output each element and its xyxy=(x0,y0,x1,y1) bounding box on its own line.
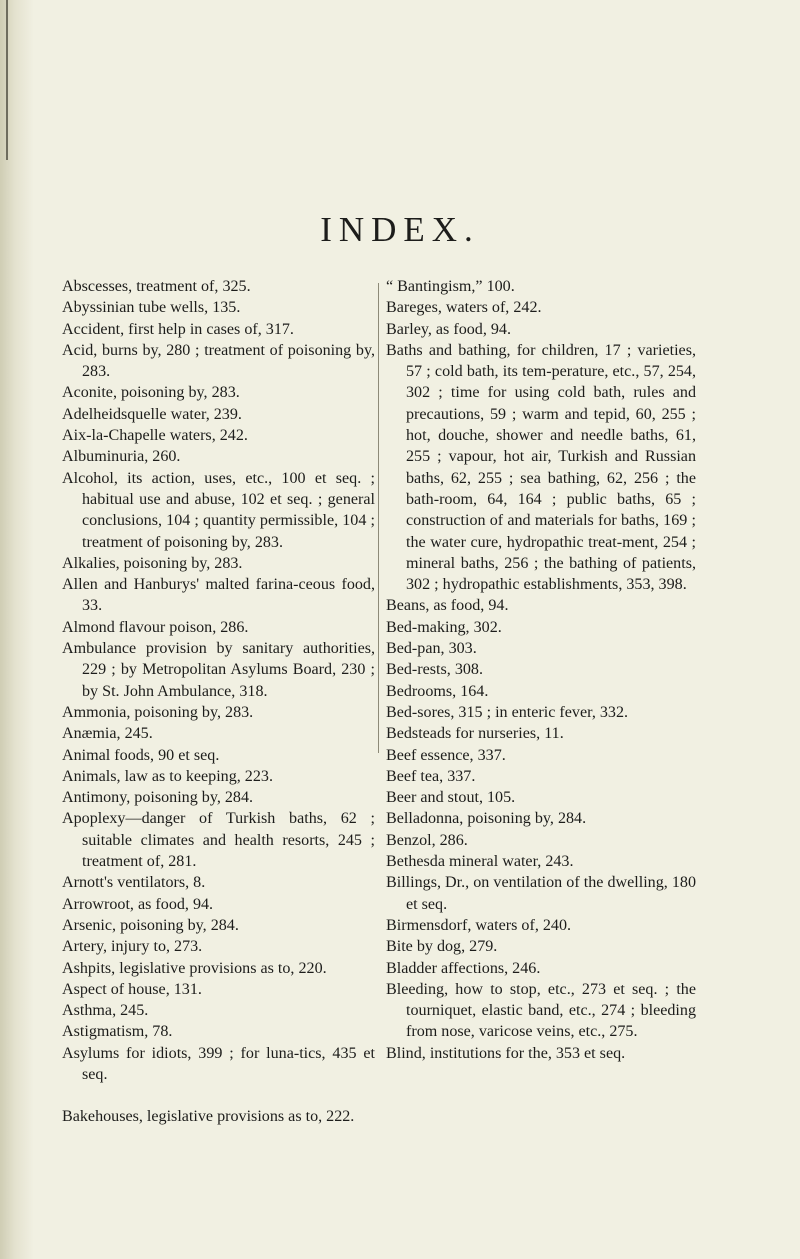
index-entry: Beef essence, 337. xyxy=(386,746,506,764)
index-entry: Beans, as food, 94. xyxy=(386,597,509,615)
index-entry: Belladonna, poisoning by, 284. xyxy=(386,810,587,828)
page-edge-shadow xyxy=(0,0,34,1259)
index-entry: Alkalies, poisoning by, 283. xyxy=(62,554,243,572)
index-entry: Allen and Hanburys' malted farina-ceous food, 33. xyxy=(62,576,375,615)
index-entry: Animals, law as to keeping, 223. xyxy=(62,767,273,785)
index-column-right xyxy=(386,276,696,1064)
index-entry: Asthma, 245. xyxy=(62,1002,149,1020)
index-entry: Bed-pan, 303. xyxy=(386,640,477,658)
index-entry: Bakehouses, legislative provisions as to, 222. xyxy=(62,1108,355,1126)
index-entry: Albuminuria, 260. xyxy=(62,448,181,466)
page-edge-line xyxy=(6,0,8,160)
index-entry: Benzol, 286. xyxy=(386,831,468,849)
index-entry: Bleeding, how to stop, etc., 273 et seq. ; the tourniquet, elastic band, etc., 274 ; bleeding from nose, varicose veins, etc., 275. xyxy=(386,980,696,1041)
index-entry: Barley, as food, 94. xyxy=(386,320,511,338)
index-entry: Astigmatism, 78. xyxy=(62,1023,173,1041)
index-entry: Arrowroot, as food, 94. xyxy=(62,895,214,913)
index-entry: Asylums for idiots, 399 ; for luna-tics, 435 et seq. xyxy=(62,1044,375,1083)
index-entry: Antimony, poisoning by, 284. xyxy=(62,789,254,807)
index-entry: Blind, institutions for the, 353 et seq. xyxy=(386,1044,626,1062)
index-entry: Bladder affections, 246. xyxy=(386,959,541,977)
index-entry: Alcohol, its action, uses, etc., 100 et seq. ; habitual use and abuse, 102 et seq. ; general conclusions, 104 ; quantity permissible, 104 ; treatment of poisoning by, 283. xyxy=(62,469,375,551)
index-entry: Beer and stout, 105. xyxy=(386,789,516,807)
index-entry: Aconite, poisoning by, 283. xyxy=(62,384,240,402)
index-entry: Ambulance provision by sanitary authorities, 229 ; by Metropolitan Asylums Board, 230 ; by St. John Ambulance, 318. xyxy=(62,640,375,700)
index-entry: Bedsteads for nurseries, 11. xyxy=(386,725,564,743)
index-entry: Acid, burns by, 280 ; treatment of poisoning by, 283. xyxy=(62,341,375,381)
index-entry: Anæmia, 245. xyxy=(62,725,153,743)
index-entry: Abyssinian tube wells, 135. xyxy=(62,299,241,317)
index-entry: Bed-making, 302. xyxy=(386,618,502,636)
index-entry: Arsenic, poisoning by, 284. xyxy=(62,916,239,934)
index-entry: Aspect of house, 131. xyxy=(62,980,202,998)
index-entry: Bed-sores, 315 ; in enteric fever, 332. xyxy=(386,703,629,721)
index-entry: Ashpits, legislative provisions as to, 220. xyxy=(62,959,327,977)
index-column-left xyxy=(62,276,375,1128)
index-entry: Aix-la-Chapelle waters, 242. xyxy=(62,427,248,445)
index-entry: Arnott's ventilators, 8. xyxy=(62,874,206,892)
index-entry: “ Bantingism,” 100. xyxy=(386,278,515,295)
index-entry: Billings, Dr., on ventilation of the dwelling, 180 et seq. xyxy=(386,874,696,913)
index-entry: Bareges, waters of, 242. xyxy=(386,299,542,317)
column-divider xyxy=(378,283,379,753)
index-entry: Ammonia, poisoning by, 283. xyxy=(62,703,254,721)
index-entry: Bite by dog, 279. xyxy=(386,938,498,956)
index-entry: Animal foods, 90 et seq. xyxy=(62,746,220,764)
index-entry: Baths and bathing, for children, 17 ; varieties, 57 ; cold bath, its tem-perature, etc., 57, 254, 302 ; time for using cold bath, rules and precautions, 59 ; warm and tepid, 60, 255 ; hot, douche, shower and needle baths, 61, 255 ; vapour, hot air, Turkish and Russian baths, 62, 255 ; sea bathing, 62, 256 ; the bath-room, 64, 164 ; public baths, 65 ; construction of and materials for baths, 169 ; the water cure, hydropathic treat-ment, 254 ; mineral baths, 256 ; the bathing of patients, 302 ; hydropathic establishments, 353, 398. xyxy=(386,341,696,594)
page-title: INDEX. xyxy=(320,210,480,249)
index-entry: Birmensdorf, waters of, 240. xyxy=(386,916,572,934)
index-entry: Almond flavour poison, 286. xyxy=(62,618,249,636)
index-entry: Accident, first help in cases of, 317. xyxy=(62,320,294,338)
index-entry: Beef tea, 337. xyxy=(386,767,476,785)
index-entry: Bedrooms, 164. xyxy=(386,682,489,700)
index-entry: Artery, injury to, 273. xyxy=(62,938,203,956)
index-entry: Bed-rests, 308. xyxy=(386,661,483,679)
index-entry: Apoplexy—danger of Turkish baths, 62 ; suitable climates and health resorts, 245 ; treatment of, 281. xyxy=(62,810,375,871)
index-entry: Adelheidsquelle water, 239. xyxy=(62,405,242,423)
index-entry: Abscesses, treatment of, 325. xyxy=(62,278,251,295)
index-entry: Bethesda mineral water, 243. xyxy=(386,853,574,871)
